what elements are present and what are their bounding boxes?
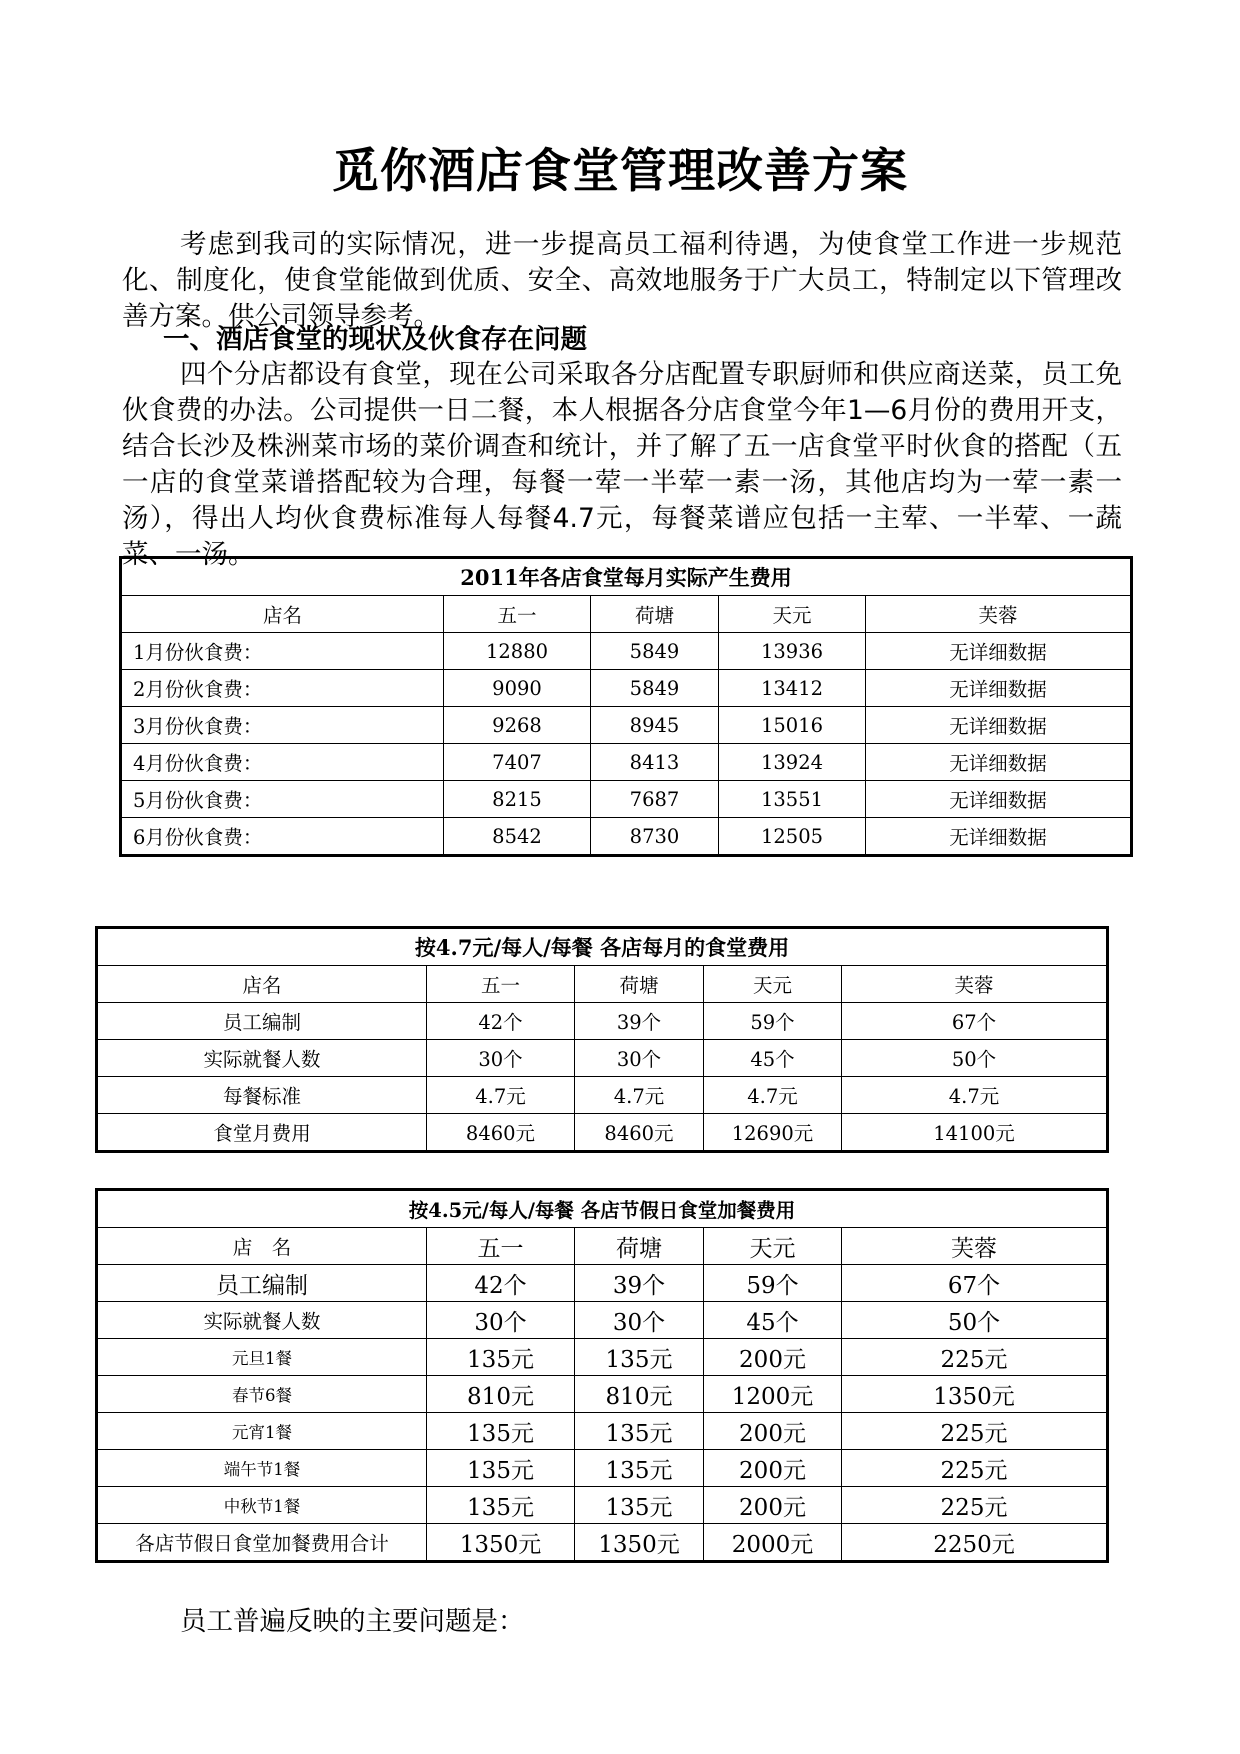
row-label: 1月份伙食费： [121, 633, 444, 670]
table-cell: 8215 [444, 781, 591, 818]
row-label: 每餐标准 [97, 1077, 427, 1114]
table-cell: 无详细数据 [866, 633, 1132, 670]
header-cell: 天元 [704, 1228, 842, 1265]
table-cell: 1350元 [842, 1376, 1108, 1413]
table-row [97, 1003, 1108, 1040]
table-header-row [121, 596, 1132, 633]
table-cell: 9090 [444, 670, 591, 707]
table-cell: 200元 [704, 1487, 842, 1524]
table-cell: 1350元 [427, 1524, 575, 1562]
table-cell: 8460元 [427, 1114, 575, 1152]
table-cell: 42个 [427, 1003, 575, 1040]
table-cell: 135元 [575, 1450, 704, 1487]
table-cell: 45个 [704, 1040, 842, 1077]
header-cell: 芙蓉 [842, 1228, 1108, 1265]
table-cell: 30个 [427, 1302, 575, 1339]
table-row [121, 633, 1132, 670]
table-cell: 无详细数据 [866, 818, 1132, 856]
row-label: 端午节1餐 [97, 1450, 427, 1487]
table-cell: 8730 [591, 818, 719, 856]
table-row [97, 1450, 1108, 1487]
table-cell: 225元 [842, 1487, 1108, 1524]
table-cell: 14100元 [842, 1114, 1108, 1152]
table-cell: 50个 [842, 1040, 1108, 1077]
table-cell: 59个 [704, 1003, 842, 1040]
row-label: 3月份伙食费： [121, 707, 444, 744]
row-label: 5月份伙食费： [121, 781, 444, 818]
table-row [97, 1040, 1108, 1077]
table-caption: 按4.7元/每人/每餐 各店每月的食堂费用 [97, 928, 1108, 966]
row-label: 实际就餐人数 [97, 1302, 427, 1339]
table-row [97, 1524, 1108, 1562]
table-row [97, 1376, 1108, 1413]
row-label: 实际就餐人数 [97, 1040, 427, 1077]
table-cell: 1350元 [575, 1524, 704, 1562]
standard-cost-table [95, 926, 1109, 1153]
table-row [121, 670, 1132, 707]
table-cell: 12880 [444, 633, 591, 670]
table-cell: 200元 [704, 1339, 842, 1376]
header-cell: 店名 [121, 596, 444, 633]
table-cell: 200元 [704, 1413, 842, 1450]
table-cell: 50个 [842, 1302, 1108, 1339]
table-cell: 30个 [575, 1040, 704, 1077]
table-row [121, 818, 1132, 856]
table-cell: 13936 [719, 633, 866, 670]
table-cell: 4.7元 [575, 1077, 704, 1114]
row-label: 中秋节1餐 [97, 1487, 427, 1524]
row-label: 2月份伙食费： [121, 670, 444, 707]
table-cell: 2000元 [704, 1524, 842, 1562]
table-cell: 7687 [591, 781, 719, 818]
table-cell: 59个 [704, 1265, 842, 1302]
document-title: 觅你酒店食堂管理改善方案 [332, 144, 908, 199]
table-row [121, 744, 1132, 781]
table-header-row [97, 1228, 1108, 1265]
header-cell: 五一 [427, 1228, 575, 1265]
table-cell: 39个 [575, 1003, 704, 1040]
row-label: 元旦1餐 [97, 1339, 427, 1376]
header-cell: 店 名 [97, 1228, 427, 1265]
header-cell: 荷塘 [575, 966, 704, 1003]
table-row [121, 707, 1132, 744]
row-label: 员工编制 [97, 1003, 427, 1040]
header-cell: 荷塘 [575, 1228, 704, 1265]
header-cell: 五一 [444, 596, 591, 633]
table-row [97, 1265, 1108, 1302]
row-label: 元宵1餐 [97, 1413, 427, 1450]
row-label: 春节6餐 [97, 1376, 427, 1413]
row-label: 各店节假日食堂加餐费用合计 [97, 1524, 427, 1562]
table-cell: 4.7元 [704, 1077, 842, 1114]
intro-paragraph: 考虑到我司的实际情况，进一步提高员工福利待遇，为使食堂工作进一步规范化、制度化，使食堂能做到优质、安全、高效地服务于广大员工，特制定以下管理改善方案。供公司领导参考。 [122, 229, 1122, 332]
table-cell: 12690元 [704, 1114, 842, 1152]
table-cell: 135元 [575, 1487, 704, 1524]
table-cell: 无详细数据 [866, 781, 1132, 818]
holiday-meal-cost-table [95, 1188, 1109, 1563]
table-cell: 12505 [719, 818, 866, 856]
header-cell: 天元 [719, 596, 866, 633]
table-cell: 8945 [591, 707, 719, 744]
table-caption: 按4.5元/每人/每餐 各店节假日食堂加餐费用 [97, 1190, 1108, 1228]
table-cell: 7407 [444, 744, 591, 781]
table-cell: 4.7元 [427, 1077, 575, 1114]
header-cell: 五一 [427, 966, 575, 1003]
table-cell: 67个 [842, 1003, 1108, 1040]
table-cell: 2250元 [842, 1524, 1108, 1562]
table-cell: 45个 [704, 1302, 842, 1339]
table-caption: 2011年各店食堂每月实际产生费用 [121, 558, 1132, 596]
table-cell: 135元 [427, 1450, 575, 1487]
table-cell: 9268 [444, 707, 591, 744]
section-paragraph: 四个分店都设有食堂，现在公司采取各分店配置专职厨师和供应商送菜，员工免伙食费的办法。公司提供一日二餐，本人根据各分店食堂今年1—6月份的费用开支，结合长沙及株洲菜市场的菜价调查和统计，并了解了五一店食堂平时伙食的搭配（五一店的食堂菜谱搭配较为合理，每餐一荤一半荤一素一汤，其他店均为一荤一素一汤），得出人均伙食费标准每人每餐4.7元，每餐菜谱应包括一主荤、一半荤、一蔬菜、一汤。 [122, 359, 1122, 570]
section-heading: 一、酒店食堂的现状及伙食存在问题 [163, 324, 587, 355]
table-cell: 67个 [842, 1265, 1108, 1302]
table-cell: 无详细数据 [866, 707, 1132, 744]
table-cell: 13551 [719, 781, 866, 818]
table-row [97, 1114, 1108, 1152]
table-cell: 13412 [719, 670, 866, 707]
table-row [97, 1487, 1108, 1524]
table-cell: 无详细数据 [866, 670, 1132, 707]
table-cell: 135元 [427, 1487, 575, 1524]
table-cell: 810元 [575, 1376, 704, 1413]
table-cell: 42个 [427, 1265, 575, 1302]
table-cell: 4.7元 [842, 1077, 1108, 1114]
table-cell: 225元 [842, 1413, 1108, 1450]
table-row [97, 1302, 1108, 1339]
table-cell: 无详细数据 [866, 744, 1132, 781]
table-cell: 1200元 [704, 1376, 842, 1413]
table-cell: 39个 [575, 1265, 704, 1302]
header-cell: 天元 [704, 966, 842, 1003]
header-cell: 店名 [97, 966, 427, 1003]
table-cell: 8460元 [575, 1114, 704, 1152]
table-row [97, 1339, 1108, 1376]
table-cell: 135元 [427, 1339, 575, 1376]
table-row [97, 1077, 1108, 1114]
header-cell: 芙蓉 [866, 596, 1132, 633]
table-cell: 135元 [427, 1413, 575, 1450]
table-cell: 30个 [575, 1302, 704, 1339]
table-cell: 5849 [591, 670, 719, 707]
monthly-cost-table [119, 556, 1133, 857]
row-label: 员工编制 [97, 1265, 427, 1302]
row-label: 6月份伙食费： [121, 818, 444, 856]
table-cell: 810元 [427, 1376, 575, 1413]
table-cell: 15016 [719, 707, 866, 744]
table-cell: 225元 [842, 1339, 1108, 1376]
table-cell: 135元 [575, 1413, 704, 1450]
table-cell: 135元 [575, 1339, 704, 1376]
row-label: 4月份伙食费： [121, 744, 444, 781]
table-cell: 5849 [591, 633, 719, 670]
table-row [97, 1413, 1108, 1450]
table-header-row [97, 966, 1108, 1003]
table-cell: 13924 [719, 744, 866, 781]
table-cell: 225元 [842, 1450, 1108, 1487]
row-label: 食堂月费用 [97, 1114, 427, 1152]
table-cell: 200元 [704, 1450, 842, 1487]
header-cell: 芙蓉 [842, 966, 1108, 1003]
table-cell: 8542 [444, 818, 591, 856]
header-cell: 荷塘 [591, 596, 719, 633]
table-row [121, 781, 1132, 818]
closing-line: 员工普遍反映的主要问题是： [180, 1606, 525, 1637]
table-cell: 8413 [591, 744, 719, 781]
table-cell: 30个 [427, 1040, 575, 1077]
